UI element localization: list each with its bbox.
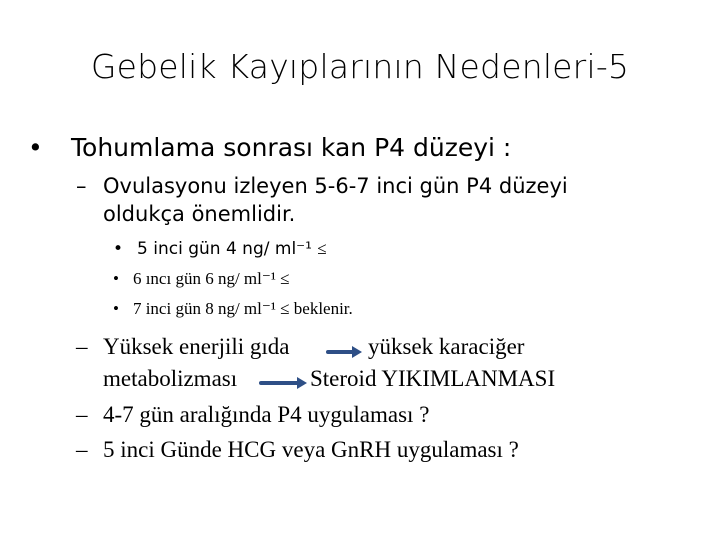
sub-item-marker: • [113,299,119,318]
sub-item [113,299,353,319]
bullet-text: Tohumlama sonrası kan P4 düzeyi : [71,133,512,162]
sub-item [113,239,327,259]
dash-text-part-b: yüksek karaciğer [368,334,525,359]
dash-marker: – [76,334,88,359]
sub-item-marker: • [113,269,119,288]
sub-item [113,269,290,289]
dash-text: 5 inci Günde HCG veya GnRH uygulaması ? [103,437,519,462]
sub-item-suffix: ≤ [317,239,327,258]
dash-text-part-a: Yüksek enerjili gıda [103,334,290,359]
arrow-head-icon [297,377,307,389]
sub-item-suffix: ≤ [280,269,290,288]
sub-item-text: 6 ıncı gün 6 ng/ ml⁻¹ [132,269,281,288]
dash-text-line-2: oldukça önemlidir. [103,202,296,226]
sub-item-text: 5 inci gün 4 ng/ ml⁻¹ [137,239,318,259]
arrow-head-icon [352,346,362,358]
sub-item-text: 7 inci gün 8 ng/ ml⁻¹ [132,299,281,318]
sub-item-marker: • [113,239,124,259]
dash-marker: – [76,437,88,462]
dash-marker: – [76,402,88,427]
dash-text-part-c: metabolizması [103,366,238,391]
dash-text: 4-7 gün aralığında P4 uygulaması ? [103,402,430,427]
arrow-right-icon [259,381,299,385]
dash-text-line-1: Ovulasyonu izleyen 5-6-7 inci gün P4 düzeyi [103,174,568,198]
bullet-marker: • [28,133,43,162]
arrow-right-icon [326,350,354,354]
sub-item-suffix: ≤ beklenir. [280,299,353,318]
slide-title: Gebelik Kayıplarının Nedenleri-5 [90,47,630,86]
dash-text-part-d: Steroid YIKIMLANMASI [310,366,556,391]
dash-marker: – [76,174,87,198]
